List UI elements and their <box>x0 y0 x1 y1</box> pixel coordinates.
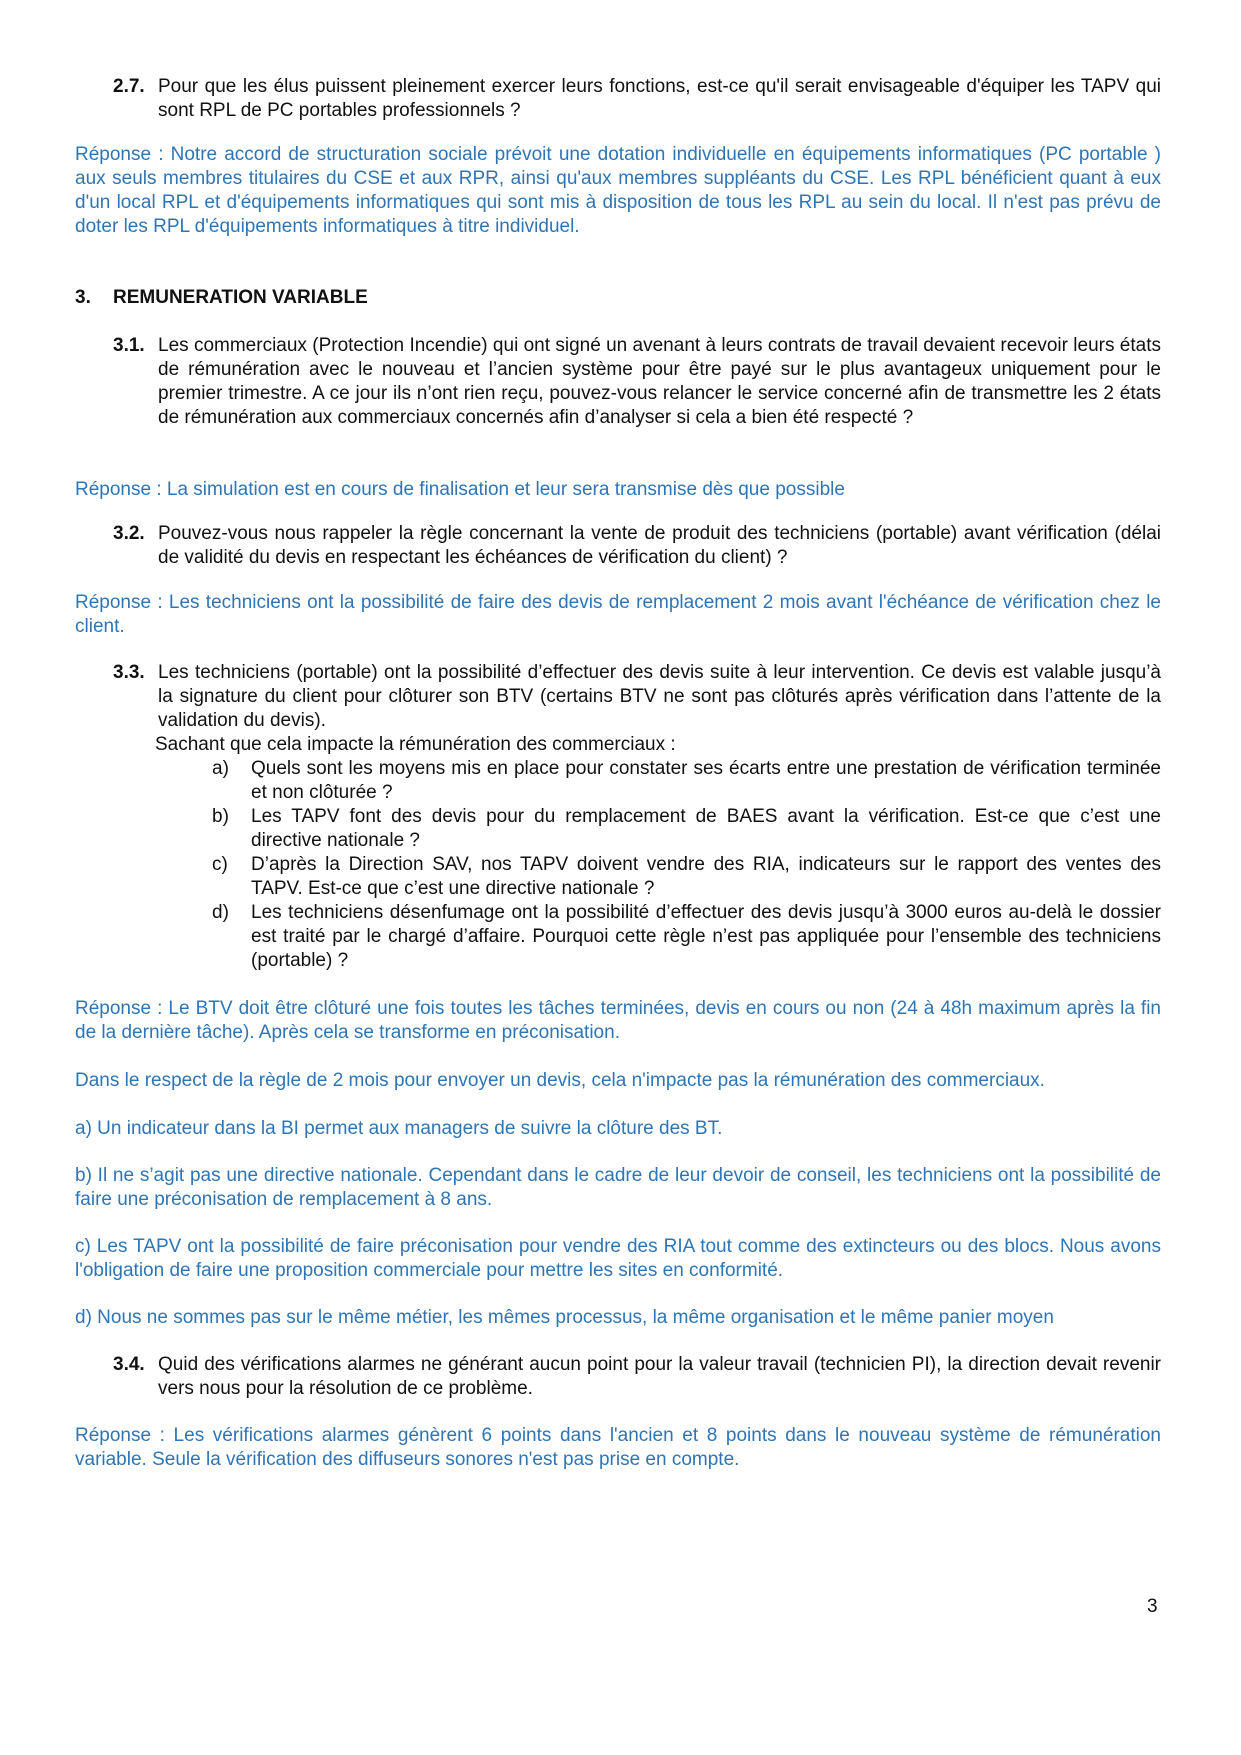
list-item-text: Les TAPV font des devis pour du remplacement de BAES avant la vérification. Est-ce que c’est une directive nationale ? <box>251 806 1161 851</box>
answer-3-1: Réponse : La simulation est en cours de finalisation et leur sera transmise dès que possible <box>75 479 845 500</box>
list-item-letter: b) <box>212 806 229 827</box>
question-number: 3.2. <box>113 523 145 544</box>
section-number: 3. <box>75 287 91 308</box>
question-text: Pour que les élus puissent pleinement exercer leurs fonctions, est-ce qu'il serait envisageable d'équiper les TAPV qui sont RPL de PC portables professionnels ? <box>158 76 1161 121</box>
question-number: 3.1. <box>113 335 145 356</box>
question-intro: Sachant que cela impacte la rémunération des commerciaux : <box>155 734 676 755</box>
list-item <box>185 757 1161 805</box>
answer-3-3-main: Réponse : Le BTV doit être clôturé une fois toutes les tâches terminées, devis en cours ou non (24 à 48h maximum après la fin de la dernière tâche). Après cela se transforme en préconisation. <box>75 998 1161 1043</box>
section-heading <box>75 286 368 310</box>
question-number: 3.4. <box>113 1354 145 1375</box>
list-item-letter: a) <box>212 758 229 779</box>
list-item-letter: d) <box>212 902 229 923</box>
list-item <box>185 901 1161 973</box>
question-3-4 <box>113 1353 1161 1401</box>
question-paragraph: Les techniciens (portable) ont la possibilité d’effectuer des devis suite à leur intervention. Ce devis est valable jusqu’à la signature du client pour clôturer son BTV (certains BTV ne sont pas clôturés après vérification dans l’attente de la validation du devis). <box>158 662 1161 731</box>
list-item-text: Quels sont les moyens mis en place pour constater ses écarts entre une prestation de vérification terminée et non clôturée ? <box>251 758 1161 803</box>
question-3-2 <box>113 522 1161 570</box>
list-item <box>185 805 1161 853</box>
answer-3-3-d: d) Nous ne sommes pas sur le même métier, les mêmes processus, la même organisation et le même panier moyen <box>75 1307 1054 1328</box>
answer-3-3-a: a) Un indicateur dans la BI permet aux managers de suivre la clôture des BT. <box>75 1118 723 1139</box>
question-text: Pouvez-vous nous rappeler la règle concernant la vente de produit des techniciens (portable) avant vérification (délai de validité du devis en respectant les échéances de vérification du client) ? <box>158 523 1161 568</box>
list-item-text: Les techniciens désenfumage ont la possibilité d’effectuer des devis jusqu’à 3000 euros au-delà le dossier est traité par le chargé d’affaire. Pourquoi cette règle n’est pas appliquée pour l’ensemble des techniciens (portable) ? <box>251 902 1161 971</box>
answer-2-7: Réponse : Notre accord de structuration sociale prévoit une dotation individuelle en équipements informatiques (PC portable ) aux seuls membres titulaires du CSE et aux RPR, ainsi qu'aux membres suppléants du CSE. Les RPL bénéficient quant à eux d'un local RPL et d'équipements informatiques qui sont mis à disposition de tous les RPL au sein du local. Il n'est pas prévu de doter les RPL d'équipements informatiques à titre individuel. <box>75 144 1161 237</box>
list-item <box>185 853 1161 901</box>
answer-3-4: Réponse : Les vérifications alarmes génèrent 6 points dans l'ancien et 8 points dans le nouveau système de rémunération variable. Seule la vérification des diffuseurs sonores n'est pas prise en compte. <box>75 1425 1161 1470</box>
answer-3-3-remuneration: Dans le respect de la règle de 2 mois pour envoyer un devis, cela n'impacte pas la rémunération des commerciaux. <box>75 1070 1045 1091</box>
list-item-text: D’après la Direction SAV, nos TAPV doivent vendre des RIA, indicateurs sur le rapport des ventes des TAPV. Est-ce que c’est une directive nationale ? <box>251 854 1161 899</box>
question-3-1 <box>113 334 1161 430</box>
question-text: Les commerciaux (Protection Incendie) qui ont signé un avenant à leurs contrats de travail devaient recevoir leurs états de rémunération avec le nouveau et l’ancien système pour être payé sur le plus avantageux uniquement pour le premier trimestre. A ce jour ils n’ont rien reçu, pouvez-vous relancer le service concerné afin de transmettre les 2 états de rémunération aux commerciaux concernés afin d’analyser si cela a bien été respecté ? <box>158 335 1161 428</box>
question-3-3 <box>113 661 1161 973</box>
answer-3-2: Réponse : Les techniciens ont la possibilité de faire des devis de remplacement 2 mois avant l'échéance de vérification chez le client. <box>75 592 1161 637</box>
list-item-letter: c) <box>212 854 228 875</box>
question-2-7 <box>113 75 1161 123</box>
question-text <box>155 661 1161 973</box>
section-title: REMUNERATION VARIABLE <box>113 287 368 308</box>
answer-3-3-b: b) Il ne s’agit pas une directive nationale. Cependant dans le cadre de leur devoir de conseil, les techniciens ont la possibilité de faire une préconisation de remplacement à 8 ans. <box>75 1165 1161 1210</box>
question-number: 2.7. <box>113 76 145 97</box>
question-number: 3.3. <box>113 662 145 683</box>
answer-3-3-c: c) Les TAPV ont la possibilité de faire préconisation pour vendre des RIA tout comme des extincteurs ou des blocs. Nous avons l'obligation de faire une proposition commerciale pour mettre les sites en conformité. <box>75 1236 1161 1281</box>
page-number: 3 <box>1147 1596 1158 1617</box>
question-text: Quid des vérifications alarmes ne générant aucun point pour la valeur travail (technicien PI), la direction devait revenir vers nous pour la résolution de ce problème. <box>158 1354 1161 1399</box>
